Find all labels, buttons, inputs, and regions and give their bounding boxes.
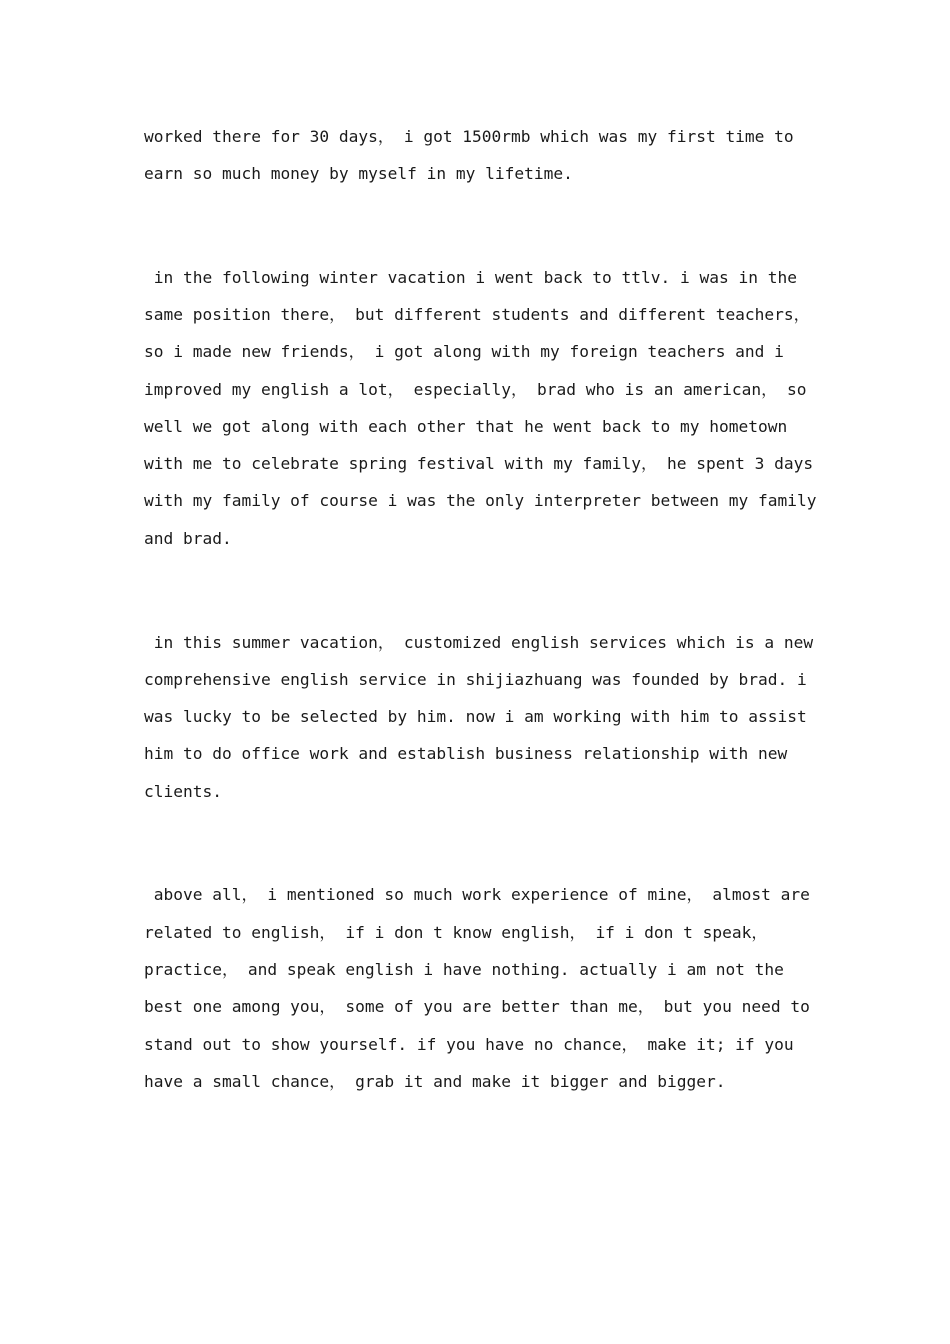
text-line: improved my english a lot， especially， brad who is an american， so [144,380,807,399]
text-line: with my family of course i was the only interpreter between my family [144,491,817,510]
text-line: same position there， but different students and different teachers， [144,305,810,324]
text-line: comprehensive english service in shijiazhuang was founded by brad. i [144,670,807,689]
text-line: best one among you， some of you are better than me， but you need to [144,997,810,1016]
text-line: earn so much money by myself in my lifetime. [144,164,573,183]
text-line: in this summer vacation， customized english services which is a new [144,633,814,652]
text-line: related to english， if i don t know english， if i don t speak， [144,923,768,942]
text-line: have a small chance， grab it and make it bigger and bigger. [144,1072,726,1091]
text-line: with me to celebrate spring festival with my family， he spent 3 days [144,454,814,473]
text-line: was lucky to be selected by him. now i am working with him to assist [144,707,807,726]
text-line: stand out to show yourself. if you have no chance， make it; if you [144,1035,794,1054]
text-line: him to do office work and establish business relationship with new [144,744,788,763]
text-line: worked there for 30 days， i got 1500rmb which was my first time to [144,127,794,146]
text-line: clients. [144,782,222,801]
text-line: so i made new friends， i got along with my foreign teachers and i [144,342,784,361]
text-line: in the following winter vacation i went back to ttlv. i was in the [144,268,797,287]
text-line: and brad. [144,529,232,548]
text-line: above all， i mentioned so much work experience of mine， almost are [144,885,810,904]
text-line: practice， and speak english i have nothing. actually i am not the [144,960,784,979]
text-line: well we got along with each other that he went back to my hometown [144,417,788,436]
